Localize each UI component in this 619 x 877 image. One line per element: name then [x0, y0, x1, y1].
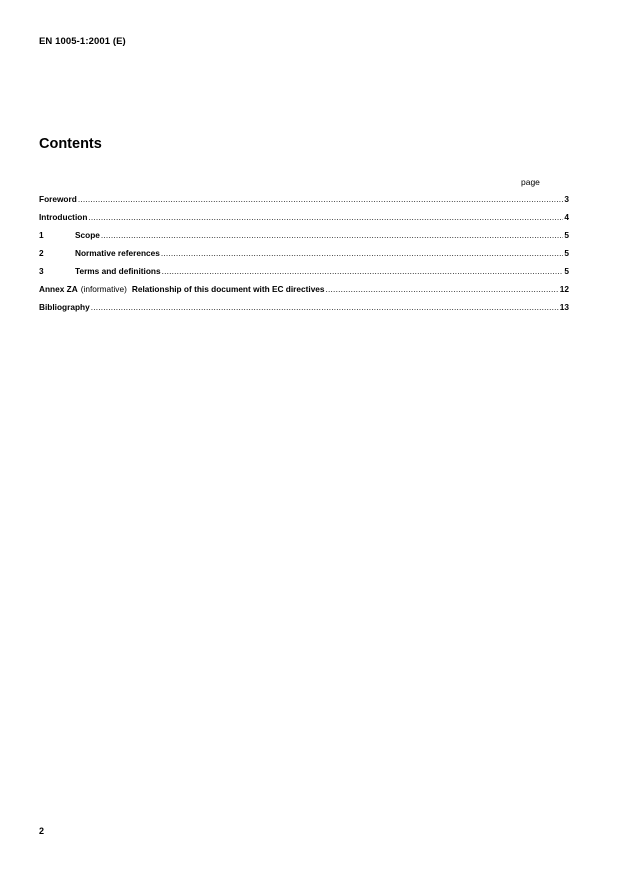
toc-entry-annex-type: (informative) [80, 284, 127, 294]
toc-entry-number: 1 [39, 230, 44, 240]
toc-entry-annex-title: Relationship of this document with EC directives [131, 284, 325, 294]
toc-entry-terms-and-definitions[interactable] [39, 266, 569, 284]
toc-entry-normative-references[interactable] [39, 248, 569, 266]
toc-entry-annex-za[interactable] [39, 284, 569, 302]
toc-entry-page: 5 [564, 230, 569, 240]
page-column-label: page [521, 177, 540, 187]
toc-entry-title: Bibliography [39, 302, 90, 312]
toc-entry-number: 3 [39, 266, 44, 276]
toc-entry-title: Terms and definitions [75, 266, 161, 276]
toc-entry-title: Annex ZA [39, 284, 78, 294]
toc-entry-page: 4 [564, 212, 569, 222]
toc-leader-dots [162, 266, 564, 276]
toc-entry-title: Normative references [75, 248, 160, 258]
toc-entry-title: Foreword [39, 194, 77, 204]
toc-leader-dots [161, 248, 564, 258]
toc-entry-page: 12 [559, 284, 569, 294]
toc-entry-scope[interactable] [39, 230, 569, 248]
toc-entry-page: 3 [564, 194, 569, 204]
table-of-contents [39, 194, 569, 320]
toc-leader-dots [101, 230, 563, 240]
page-number: 2 [39, 826, 45, 836]
toc-entry-introduction[interactable] [39, 212, 569, 230]
toc-entry-number: 2 [39, 248, 44, 258]
toc-entry-foreword[interactable] [39, 194, 569, 212]
toc-entry-page: 5 [564, 266, 569, 276]
toc-leader-dots [91, 302, 559, 312]
toc-entry-bibliography[interactable] [39, 302, 569, 320]
toc-leader-dots [78, 194, 564, 204]
contents-heading: Contents [39, 136, 102, 152]
toc-entry-title: Introduction [39, 212, 88, 222]
toc-entry-page: 5 [564, 248, 569, 258]
document-header: EN 1005-1:2001 (E) [39, 36, 126, 47]
toc-entry-page: 13 [559, 302, 569, 312]
toc-leader-dots [326, 284, 559, 294]
toc-entry-title: Scope [75, 230, 100, 240]
toc-leader-dots [88, 212, 563, 222]
